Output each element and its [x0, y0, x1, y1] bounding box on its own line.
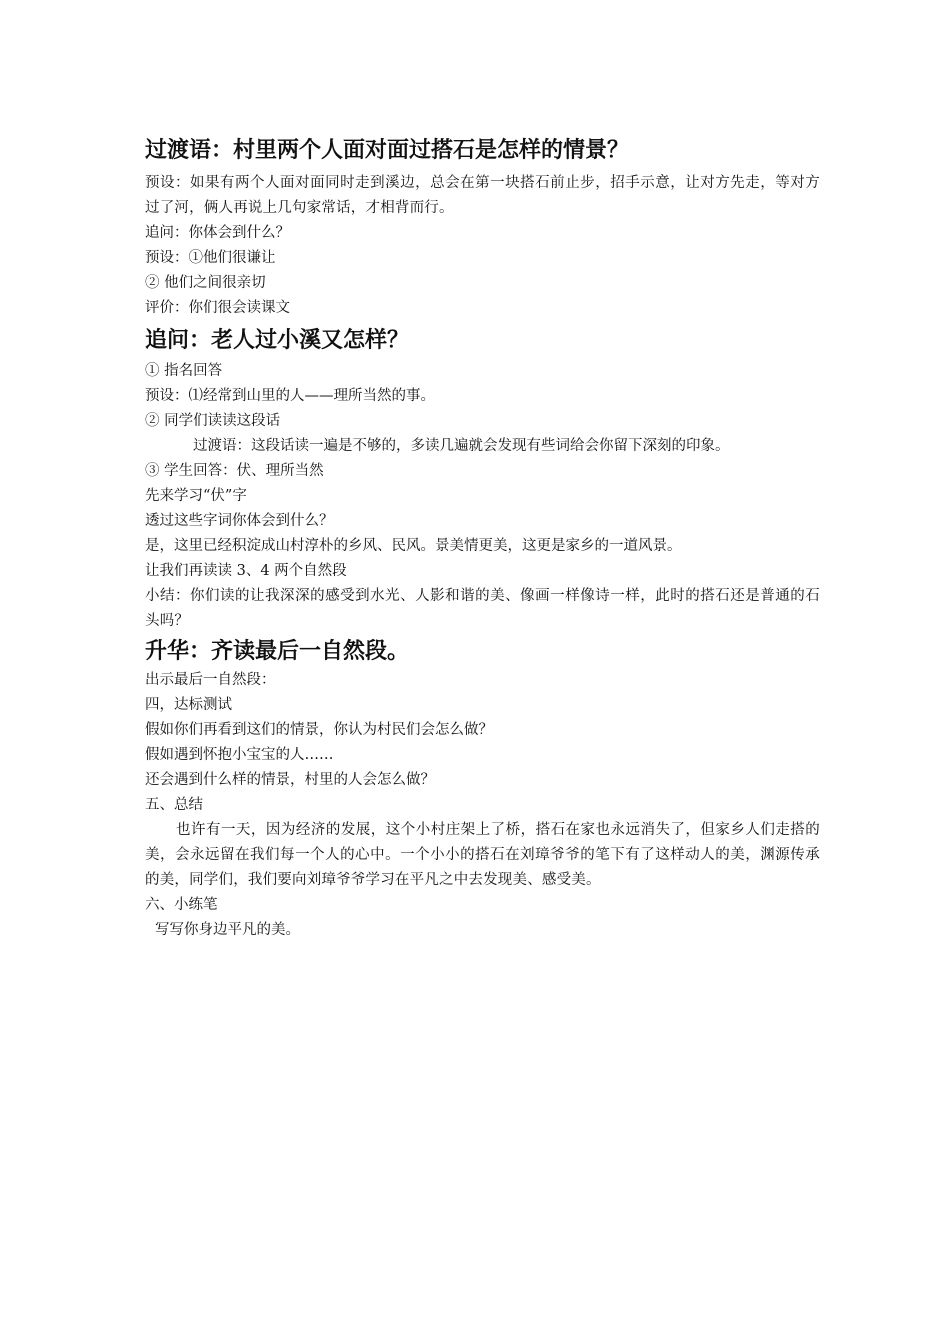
- preset-paragraph: 预设：如果有两个人面对面同时走到溪边，总会在第一块搭石前止步，招手示意，让对方先走，等对方过了河，俩人再说上几句家常话，才相背而行。: [145, 175, 820, 216]
- list-item-answer: ① 指名回答: [145, 363, 223, 379]
- exercise-line: 写写你身边平凡的美。: [155, 922, 300, 938]
- follow-up-question: 追问：你体会到什么？: [145, 225, 290, 241]
- question-line: 透过这些字词你体会到什么？: [145, 513, 334, 529]
- preset-line: 预设：⑴经常到山里的人——理所当然的事。: [145, 388, 435, 404]
- section-heading-old-man: 追问：老人过小溪又怎样？: [145, 328, 410, 353]
- section-heading-transition: 过渡语：村里两个人面对面过搭石是怎样的情景？: [145, 138, 630, 163]
- test-question-2: 假如遇到怀抱小宝宝的人……: [145, 747, 334, 763]
- heading-exercise: 六、小练笔: [145, 897, 218, 913]
- list-item-student-answer: ③ 学生回答：伏、理所当然: [145, 463, 324, 479]
- transition-line: 过渡语：这段话读一遍是不够的，多读几遍就会发现有些词给会你留下深刻的印象。: [193, 438, 730, 454]
- summary-body: 也许有一天，因为经济的发展，这个小村庄架上了桥，搭石在家也永远消失了，但家乡人们走搭的美，会永远留在我们每一个人的心中。一个小小的搭石在刘璋爷爷的笔下有了这样动人的美，渊源传承的美，同学们，我们要向刘璋爷爷学习在平凡之中去发现美、感受美。: [145, 822, 820, 888]
- heading-test: 四，达标测试: [145, 697, 232, 713]
- test-question-1: 假如你们再看到这们的情景，你认为村民们会怎么做？: [145, 722, 493, 738]
- show-paragraph-line: 出示最后一自然段：: [145, 672, 276, 688]
- test-question-3: 还会遇到什么样的情景，村里的人会怎么做？: [145, 772, 435, 788]
- preset-answer-1: 预设：①他们很谦让: [145, 250, 276, 266]
- list-item-read: ② 同学们读读这段话: [145, 413, 281, 429]
- evaluation-line: 评价：你们很会读课文: [145, 300, 290, 316]
- learn-character-line: 先来学习“伏”字: [145, 488, 247, 504]
- reread-line: 让我们再读读 3、4 两个自然段: [145, 563, 347, 579]
- preset-answer-2: ② 他们之间很亲切: [145, 275, 266, 291]
- section-heading-sublimation: 升华：齐读最后一自然段。: [145, 639, 410, 664]
- answer-line: 是，这里已经积淀成山村淳朴的乡风、民风。景美情更美，这更是家乡的一道风景。: [145, 538, 682, 554]
- summary-paragraph: 小结：你们读的让我深深的感受到水光、人影和谐的美、像画一样像诗一样，此时的搭石还是普通的石头吗？: [145, 588, 820, 629]
- heading-summary: 五、总结: [145, 797, 203, 813]
- document-page: [145, 128, 820, 943]
